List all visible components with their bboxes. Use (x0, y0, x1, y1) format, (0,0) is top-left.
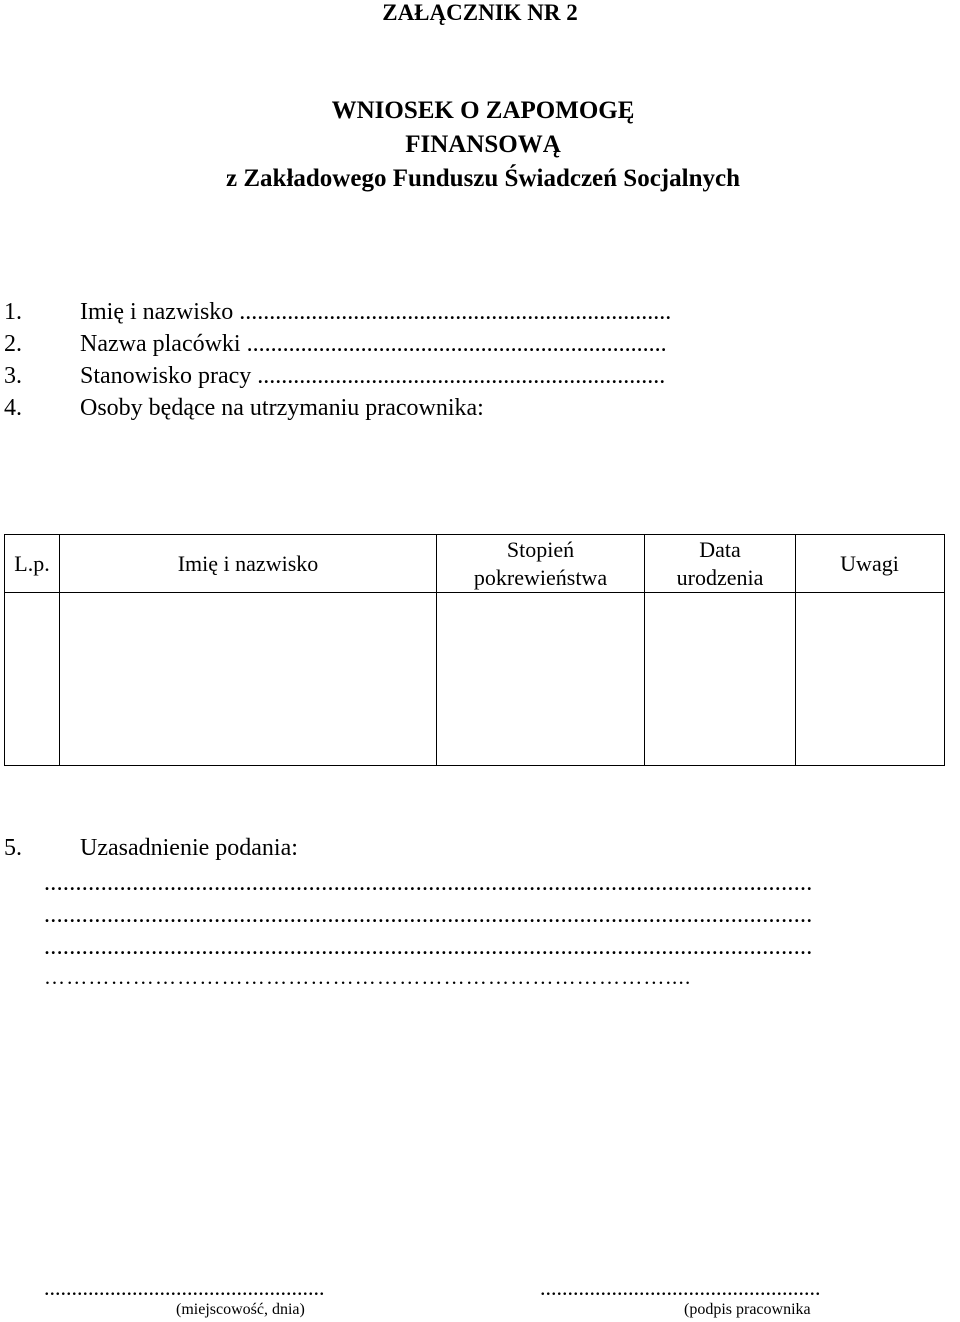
dependents-table (4, 534, 945, 766)
field-label: Uzasadnienie podania: (80, 835, 298, 861)
table-empty-row[interactable] (5, 593, 944, 765)
field-label: Stanowisko pracy .................................................................... (80, 363, 666, 389)
form-title-line-1: WNIOSEK O ZAPOMOGĘ (331, 97, 635, 124)
annex-title: ZAŁĄCZNIK NR 2 (382, 0, 578, 25)
field-label: Imię i nazwisko ........................................................................ (80, 299, 672, 325)
field-label: Osoby będące na utrzymaniu pracownika: (80, 395, 484, 421)
form-title-line-2: FINANSOWĄ (405, 131, 561, 158)
signature-caption: (podpis pracownika (684, 1301, 811, 1318)
field-number: 4. (4, 395, 22, 421)
field-label: Nazwa placówki ...................................................................... (80, 331, 667, 357)
justification-line-4[interactable]: ………………………………………………………………………….... (44, 965, 692, 989)
field-full-name (4, 296, 671, 328)
table-header-relation: Stopień pokrewieństwa (473, 536, 608, 590)
form-title-line-3: z Zakładowego Funduszu Świadczeń Socjalnych (226, 165, 740, 192)
table-header-notes: Uwagi (840, 550, 899, 576)
justification-line-2[interactable]: .......................................................................................................................... (44, 902, 813, 928)
field-number: 5. (4, 835, 22, 861)
signature-line[interactable]: ................................................... (540, 1275, 821, 1300)
table-header-name: Imię i nazwisko (177, 550, 319, 576)
field-workplace (4, 328, 667, 360)
field-number: 2. (4, 331, 22, 357)
field-dependents (4, 392, 484, 424)
field-number: 3. (4, 363, 22, 389)
field-justification (4, 832, 298, 864)
place-date-line[interactable]: ................................................... (44, 1275, 325, 1300)
field-number: 1. (4, 299, 22, 325)
table-header-birth-date: Data urodzenia (676, 536, 764, 590)
place-date-caption: (miejscowość, dnia) (176, 1301, 305, 1318)
field-position (4, 360, 665, 392)
table-header-lp: L.p. (14, 550, 50, 576)
justification-line-3[interactable]: .......................................................................................................................... (44, 934, 813, 960)
justification-line-1[interactable]: .......................................................................................................................... (44, 870, 813, 896)
